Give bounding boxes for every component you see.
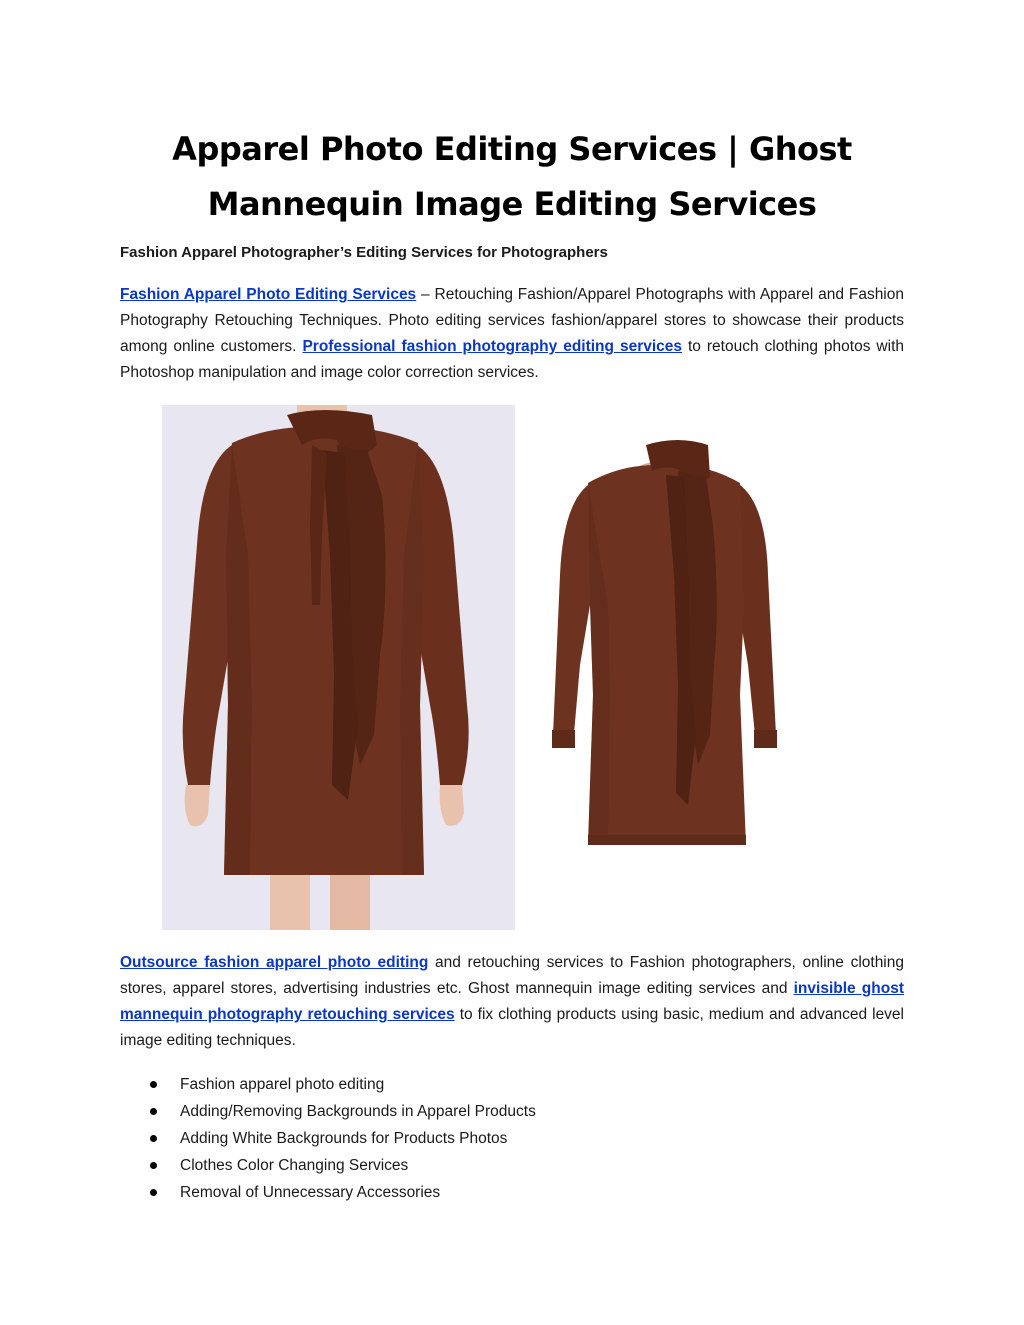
intro-paragraph <box>120 282 904 386</box>
outsource-fashion-editing-link[interactable]: Outsource fashion apparel photo editing <box>120 954 429 971</box>
ghost-mannequin-dress-photo <box>528 405 798 925</box>
body-text-1: and retouching services to Fashion photographers, online clothing stores, apparel stores, advertising industries etc. Ghost mannequin image editing services and <box>120 954 904 997</box>
intro-text-1: – Retouching Fashion/Apparel Photographs with Apparel and Fashion Photography Retouching Techniques. Photo editing services fashion/apparel stores to showcase their products among online customers. <box>120 286 904 355</box>
services-list <box>150 1071 536 1206</box>
section-subtitle: Fashion Apparel Photographer’s Editing Services for Photographers <box>120 244 608 261</box>
bullet-icon <box>150 1135 157 1142</box>
list-item: Fashion apparel photo editing <box>150 1071 536 1098</box>
bullet-icon <box>150 1162 157 1169</box>
outsource-paragraph <box>120 950 904 1054</box>
invisible-ghost-mannequin-link[interactable]: invisible ghost mannequin photography retouching services <box>120 980 904 1023</box>
document-title: Apparel Photo Editing Services | Ghost Mannequin Image Editing Services <box>172 130 852 223</box>
bullet-icon <box>150 1108 157 1115</box>
fashion-apparel-photo-editing-link[interactable]: Fashion Apparel Photo Editing Services <box>120 286 417 303</box>
bullet-icon <box>150 1189 157 1196</box>
list-item: Clothes Color Changing Services <box>150 1152 536 1179</box>
list-item: Removal of Unnecessary Accessories <box>150 1179 536 1206</box>
intro-text-2: to retouch clothing photos with Photoshop manipulation and image color correction services. <box>120 338 904 381</box>
model-dress-photo <box>162 405 515 930</box>
body-text-2: to fix clothing products using basic, medium and advanced level image editing techniques. <box>120 1006 904 1049</box>
professional-fashion-editing-link[interactable]: Professional fashion photography editing services <box>302 338 683 355</box>
list-item: Adding White Backgrounds for Products Photos <box>150 1125 536 1152</box>
list-item: Adding/Removing Backgrounds in Apparel Products <box>150 1098 536 1125</box>
bullet-icon <box>150 1081 157 1088</box>
